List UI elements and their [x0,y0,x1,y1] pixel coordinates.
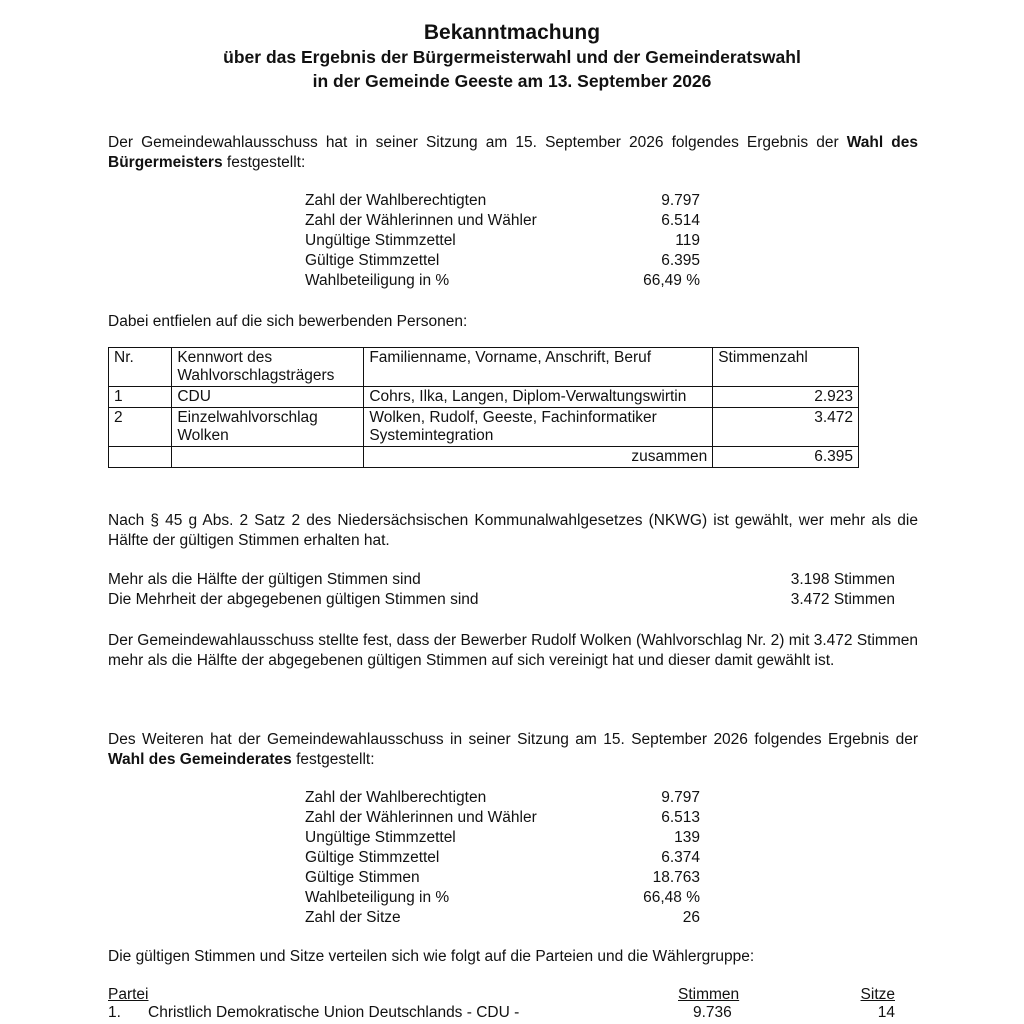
table-total-row [109,447,859,468]
stat-row [305,868,700,888]
stat-value: 66,48 % [643,889,700,906]
header-kennwort: Kennwort des Wahlvorschlagsträgers [172,348,364,387]
stat-value: 18.763 [652,869,700,886]
stat-label: Zahl der Wählerinnen und Wähler [305,809,537,826]
table-row [109,387,859,408]
stat-row [305,828,700,848]
party-header-votes: Stimmen [678,986,740,1003]
stat-row [305,908,700,928]
majority-row [108,570,895,590]
party-votes: 9.736 [693,1004,732,1021]
stat-row [305,808,700,828]
stat-label: Ungültige Stimmzettel [305,232,456,249]
candidates-table [108,347,859,468]
council-stats [305,788,700,928]
stat-row [305,888,700,908]
cell-votes: 3.472 [713,408,859,447]
council-intro-pre: Des Weiteren hat der Gemeindewahlausschuss in seiner Sitzung am 15. September 2026 folgendes Ergebnis der [108,731,918,748]
stat-value: 6.395 [661,252,700,269]
stat-label: Zahl der Wahlberechtigten [305,192,487,209]
header-person: Familienname, Vorname, Anschrift, Beruf [364,348,713,387]
total-value: 6.395 [713,447,859,468]
stat-value: 139 [674,829,700,846]
council-intro [108,730,918,770]
stat-row [305,191,700,211]
cell-kennwort: Einzelwahlvorschlag Wolken [172,408,364,447]
majority-value: 3.472 Stimmen [790,591,895,608]
cell-person: Cohrs, Ilka, Langen, Diplom-Verwaltungswirtin [364,387,713,408]
cell-nr: 1 [109,387,172,408]
mayor-intro [108,133,918,173]
cell-nr: 2 [109,408,172,447]
party-header-name: Partei [108,986,149,1003]
stat-label: Wahlbeteiligung in % [305,889,450,906]
mayor-stats [305,191,700,291]
majority-label: Die Mehrheit der abgegebenen gültigen Stimmen sind [108,591,479,608]
stat-row [305,788,700,808]
cell-empty [172,447,364,468]
table-header-row [109,348,859,387]
mayor-intro-post: festgestellt: [226,154,306,171]
stat-value: 6.514 [661,212,700,229]
stat-value: 6.374 [661,849,700,866]
party-row [108,1003,895,1023]
stat-row [305,251,700,271]
candidates-intro: Dabei entfielen auf die sich bewerbenden Personen: [108,313,468,330]
page-subtitle-line2: in der Gemeinde Geeste am 13. September 2026 [312,71,712,91]
party-name: Christlich Demokratische Union Deutschlands - CDU - [148,1004,520,1021]
stat-label: Gültige Stimmzettel [305,849,440,866]
party-nr: 1. [108,1004,121,1021]
party-seats: 14 [877,1004,895,1021]
majority-block [108,570,895,610]
total-label: zusammen [364,447,713,468]
mayor-intro-pre: Der Gemeindewahlausschuss hat in seiner Sitzung am 15. September 2026 folgendes Ergebnis der [108,134,839,151]
stat-label: Zahl der Sitze [305,909,401,926]
stat-value: 66,49 % [643,272,700,289]
council-intro-post: festgestellt: [296,751,375,768]
stat-label: Wahlbeteiligung in % [305,272,450,289]
majority-row [108,590,895,610]
header-nr: Nr. [109,348,172,387]
table-row [109,408,859,447]
mayor-result-text: Der Gemeindewahlausschuss stellte fest, dass der Bewerber Rudolf Wolken (Wahlvorschlag Nr. 2) mit 3.472 Stimmen mehr als die Hälfte der abgegebenen gültigen Stimmen auf sich vereinigt hat und dieser damit gewählt ist. [108,632,918,669]
stat-label: Zahl der Wählerinnen und Wähler [305,212,537,229]
stat-row [305,231,700,251]
page-subtitle-line1: über das Ergebnis der Bürgermeisterwahl und der Gemeinderatswahl [223,47,801,67]
stat-label: Gültige Stimmen [305,869,420,886]
stat-label: Ungültige Stimmzettel [305,829,456,846]
cell-votes: 2.923 [713,387,859,408]
stat-label: Gültige Stimmzettel [305,252,440,269]
stat-value: 26 [682,909,700,926]
majority-value: 3.198 Stimmen [790,571,895,588]
party-header [108,985,895,1005]
cell-kennwort: CDU [172,387,364,408]
stat-row [305,211,700,231]
stat-value: 9.797 [661,192,700,209]
council-intro-bold: Wahl des Gemeinderates [108,751,292,768]
cell-empty [109,447,172,468]
mayor-intro-bold: Wahl des Bürgermeisters [108,134,919,171]
stat-label: Zahl der Wahlberechtigten [305,789,487,806]
stat-row [305,848,700,868]
cell-person: Wolken, Rudolf, Geeste, Fachinformatiker Systemintegration [364,408,713,447]
law-text: Nach § 45 g Abs. 2 Satz 2 des Niedersächsischen Kommunalwahlgesetzes (NKWG) ist gewählt, wer mehr als die Hälfte der gültigen Stimmen erhalten hat. [108,512,918,549]
header-votes: Stimmenzahl [713,348,859,387]
stat-value: 9.797 [661,789,700,806]
page-title: Bekanntmachung [423,21,601,44]
stat-value: 119 [675,232,700,249]
distribution-text: Die gültigen Stimmen und Sitze verteilen sich wie folgt auf die Parteien und die Wählergruppe: [108,948,755,965]
stat-value: 6.513 [661,809,700,826]
stat-row [305,271,700,291]
majority-label: Mehr als die Hälfte der gültigen Stimmen sind [108,571,421,588]
party-header-seats: Sitze [860,986,895,1003]
